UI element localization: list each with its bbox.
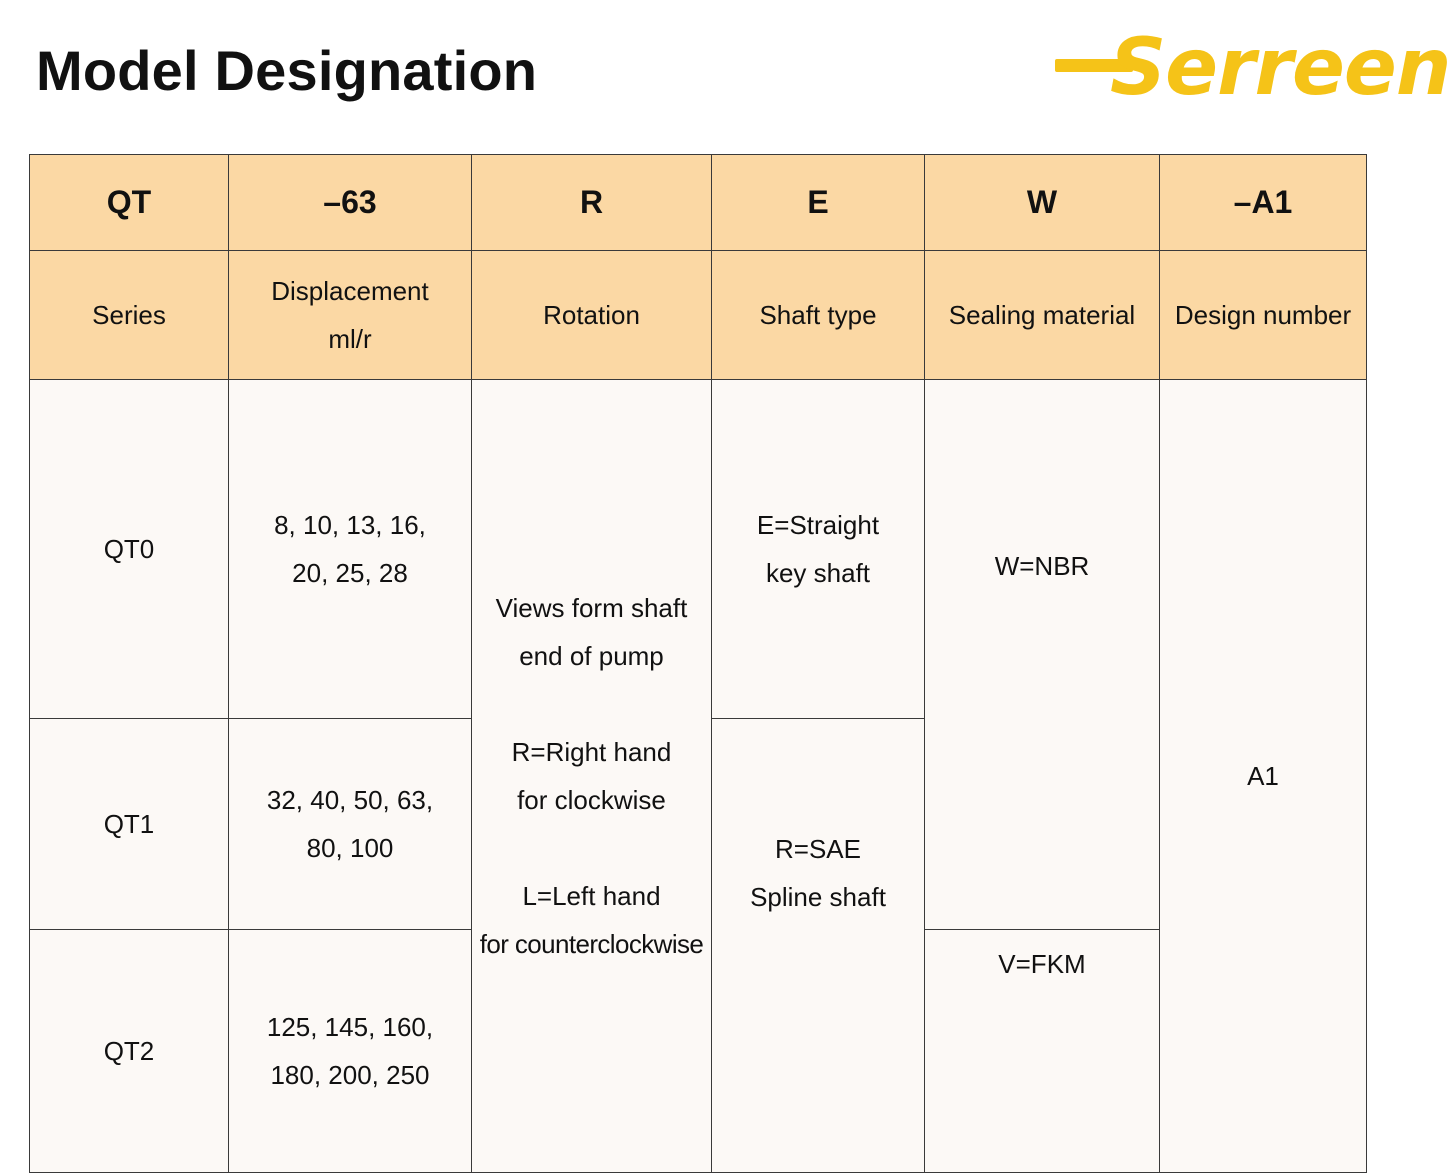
code-displacement: –63	[229, 155, 472, 251]
sealing-value: W=NBR	[994, 551, 1090, 581]
label-displacement-line1: Displacement	[271, 276, 429, 306]
label-sealing: Sealing material	[925, 251, 1160, 380]
shaft-line: R=SAE	[775, 834, 861, 864]
table-row	[30, 380, 1367, 719]
code-series: QT	[30, 155, 229, 251]
displacement-line: 125, 145, 160,	[266, 1012, 434, 1042]
label-design: Design number	[1160, 251, 1367, 380]
displacement-line: 180, 200, 250	[270, 1060, 430, 1090]
sealing-cell	[925, 930, 1160, 1173]
design-cell: A1	[1160, 380, 1367, 1173]
logo-wordmark: Serreen	[1110, 23, 1450, 113]
displacement-cell	[229, 719, 472, 930]
displacement-cell	[229, 930, 472, 1173]
rotation-view-line: Views form shaft	[495, 593, 688, 623]
displacement-cell	[229, 380, 472, 719]
label-series: Series	[30, 251, 229, 380]
shaft-line: E=Straight	[756, 510, 880, 540]
label-rotation: Rotation	[472, 251, 712, 380]
rotation-left-line: L=Left hand	[522, 881, 661, 911]
code-rotation: R	[472, 155, 712, 251]
code-shaft: E	[712, 155, 925, 251]
label-row	[30, 251, 1367, 380]
displacement-line: 20, 25, 28	[292, 558, 408, 588]
shaft-line: key shaft	[765, 558, 871, 588]
shaft-cell	[712, 380, 925, 719]
rotation-cell	[472, 380, 712, 1173]
model-designation-table	[29, 154, 1367, 1173]
rotation-right-line: R=Right hand	[511, 737, 672, 767]
series-cell: QT1	[30, 719, 229, 930]
code-row	[30, 155, 1367, 251]
code-design: –A1	[1160, 155, 1367, 251]
label-displacement	[229, 251, 472, 380]
series-cell: QT0	[30, 380, 229, 719]
rotation-left-line: for counterclockwise	[479, 929, 704, 959]
code-sealing: W	[925, 155, 1160, 251]
label-displacement-line2: ml/r	[328, 324, 372, 354]
brand-logo	[1052, 23, 1450, 113]
page-title: Model Designation	[36, 39, 538, 102]
shaft-cell	[712, 719, 925, 1173]
sealing-cell	[925, 380, 1160, 930]
shaft-line: Spline shaft	[750, 882, 886, 912]
displacement-line: 8, 10, 13, 16,	[274, 510, 426, 540]
rotation-view-line: end of pump	[519, 641, 664, 671]
sealing-value: V=FKM	[998, 949, 1086, 979]
series-cell: QT2	[30, 930, 229, 1173]
displacement-line: 80, 100	[306, 833, 394, 863]
rotation-right-line: for clockwise	[517, 785, 666, 815]
label-shaft: Shaft type	[712, 251, 925, 380]
displacement-line: 32, 40, 50, 63,	[266, 785, 434, 815]
